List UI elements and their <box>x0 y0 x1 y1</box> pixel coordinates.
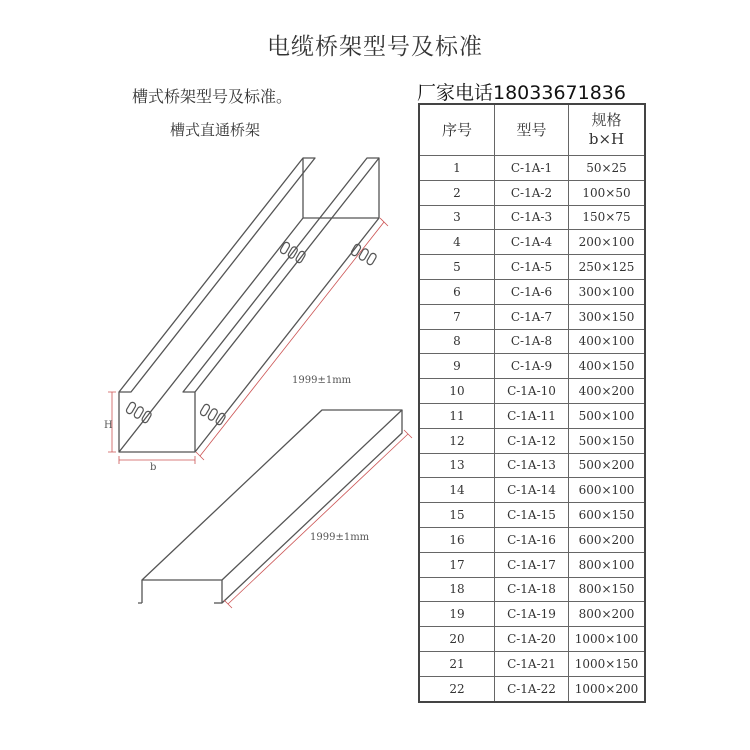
table-row <box>419 676 645 701</box>
cell-size: 300×150 <box>569 304 646 329</box>
cell-model: C-1A-4 <box>495 230 569 255</box>
contact-phone: 厂家电话18033671836 <box>417 82 626 104</box>
slots-right-end <box>199 403 226 425</box>
cell-no: 20 <box>419 627 495 652</box>
tray-right-wall <box>195 158 379 452</box>
cell-no: 2 <box>419 180 495 205</box>
table-row <box>419 527 645 552</box>
table-header-row <box>419 104 645 156</box>
cell-size: 250×125 <box>569 255 646 280</box>
table-row <box>419 255 645 280</box>
table-row <box>419 354 645 379</box>
table-row <box>419 205 645 230</box>
cell-size: 600×150 <box>569 503 646 528</box>
dim-length-upper-label: 1999±1mm <box>292 375 352 386</box>
header-size <box>569 104 646 156</box>
cell-no: 12 <box>419 428 495 453</box>
cell-model: C-1A-17 <box>495 552 569 577</box>
cell-no: 21 <box>419 651 495 676</box>
cover-right-flange <box>222 410 402 603</box>
table-row <box>419 602 645 627</box>
cell-no: 14 <box>419 478 495 503</box>
cell-no: 10 <box>419 379 495 404</box>
table-row <box>419 156 645 181</box>
header-size-line1: 规格 <box>591 111 622 129</box>
cell-no: 7 <box>419 304 495 329</box>
drawing-subtitle: 槽式桥架型号及标准。 <box>132 87 293 106</box>
cell-no: 16 <box>419 527 495 552</box>
cell-no: 5 <box>419 255 495 280</box>
cell-size: 150×75 <box>569 205 646 230</box>
table-row <box>419 577 645 602</box>
cell-size: 500×100 <box>569 403 646 428</box>
dim-width-label: b <box>150 462 157 473</box>
cell-no: 8 <box>419 329 495 354</box>
cell-model: C-1A-16 <box>495 527 569 552</box>
dim-height-label: H <box>104 420 113 431</box>
cell-size: 300×100 <box>569 279 646 304</box>
table-row <box>419 478 645 503</box>
cell-no: 6 <box>419 279 495 304</box>
table-row <box>419 230 645 255</box>
table-row <box>419 552 645 577</box>
cell-model: C-1A-11 <box>495 403 569 428</box>
tray-right-lip <box>183 158 379 392</box>
cell-no: 11 <box>419 403 495 428</box>
table-row <box>419 627 645 652</box>
section-label: 槽式直通桥架 <box>170 121 261 139</box>
cell-size: 500×200 <box>569 453 646 478</box>
table-row <box>419 503 645 528</box>
cell-size: 800×100 <box>569 552 646 577</box>
table-row <box>419 403 645 428</box>
cell-size: 500×150 <box>569 428 646 453</box>
header-no: 序号 <box>419 104 495 156</box>
cell-no: 3 <box>419 205 495 230</box>
cell-model: C-1A-2 <box>495 180 569 205</box>
dim-length-upper-line <box>200 222 384 456</box>
cell-size: 50×25 <box>569 156 646 181</box>
table-row <box>419 651 645 676</box>
slots-left-end <box>125 401 152 423</box>
cell-no: 1 <box>419 156 495 181</box>
cell-size: 800×150 <box>569 577 646 602</box>
tray-left-wall <box>119 158 303 452</box>
cell-size: 600×100 <box>569 478 646 503</box>
cell-model: C-1A-20 <box>495 627 569 652</box>
cell-size: 100×50 <box>569 180 646 205</box>
cell-model: C-1A-8 <box>495 329 569 354</box>
header-size-line2: b×H <box>588 130 625 148</box>
page-title: 电缆桥架型号及标准 <box>267 34 483 60</box>
cell-model: C-1A-12 <box>495 428 569 453</box>
cell-no: 4 <box>419 230 495 255</box>
cell-model: C-1A-7 <box>495 304 569 329</box>
cell-model: C-1A-15 <box>495 503 569 528</box>
tray-bottom <box>119 218 379 452</box>
cover-left-flange <box>138 580 142 603</box>
cell-no: 9 <box>419 354 495 379</box>
slots-right-far <box>350 243 377 265</box>
cell-no: 18 <box>419 577 495 602</box>
cell-size: 1000×200 <box>569 676 646 701</box>
cell-no: 19 <box>419 602 495 627</box>
table-row <box>419 379 645 404</box>
table-row <box>419 428 645 453</box>
cell-no: 15 <box>419 503 495 528</box>
cell-model: C-1A-22 <box>495 676 569 701</box>
cell-no: 22 <box>419 676 495 701</box>
cell-size: 200×100 <box>569 230 646 255</box>
cell-model: C-1A-21 <box>495 651 569 676</box>
tray-left-lip <box>119 158 315 392</box>
cell-model: C-1A-9 <box>495 354 569 379</box>
cell-model: C-1A-19 <box>495 602 569 627</box>
cell-size: 1000×150 <box>569 651 646 676</box>
cell-size: 1000×100 <box>569 627 646 652</box>
cell-model: C-1A-13 <box>495 453 569 478</box>
cell-model: C-1A-1 <box>495 156 569 181</box>
cell-size: 600×200 <box>569 527 646 552</box>
table-row <box>419 304 645 329</box>
spec-table <box>418 103 646 703</box>
table-row <box>419 453 645 478</box>
cell-size: 800×200 <box>569 602 646 627</box>
cell-size: 400×100 <box>569 329 646 354</box>
cell-no: 17 <box>419 552 495 577</box>
cover-top <box>142 410 402 580</box>
table-row <box>419 329 645 354</box>
cell-model: C-1A-10 <box>495 379 569 404</box>
cell-model: C-1A-5 <box>495 255 569 280</box>
cell-no: 13 <box>419 453 495 478</box>
dim-length-lower-label: 1999±1mm <box>310 532 370 543</box>
header-model: 型号 <box>495 104 569 156</box>
cell-size: 400×200 <box>569 379 646 404</box>
table-row <box>419 180 645 205</box>
cell-size: 400×150 <box>569 354 646 379</box>
cell-model: C-1A-18 <box>495 577 569 602</box>
cell-model: C-1A-3 <box>495 205 569 230</box>
dim-length-lower-line <box>228 434 408 604</box>
cell-model: C-1A-6 <box>495 279 569 304</box>
cell-model: C-1A-14 <box>495 478 569 503</box>
table-row <box>419 279 645 304</box>
